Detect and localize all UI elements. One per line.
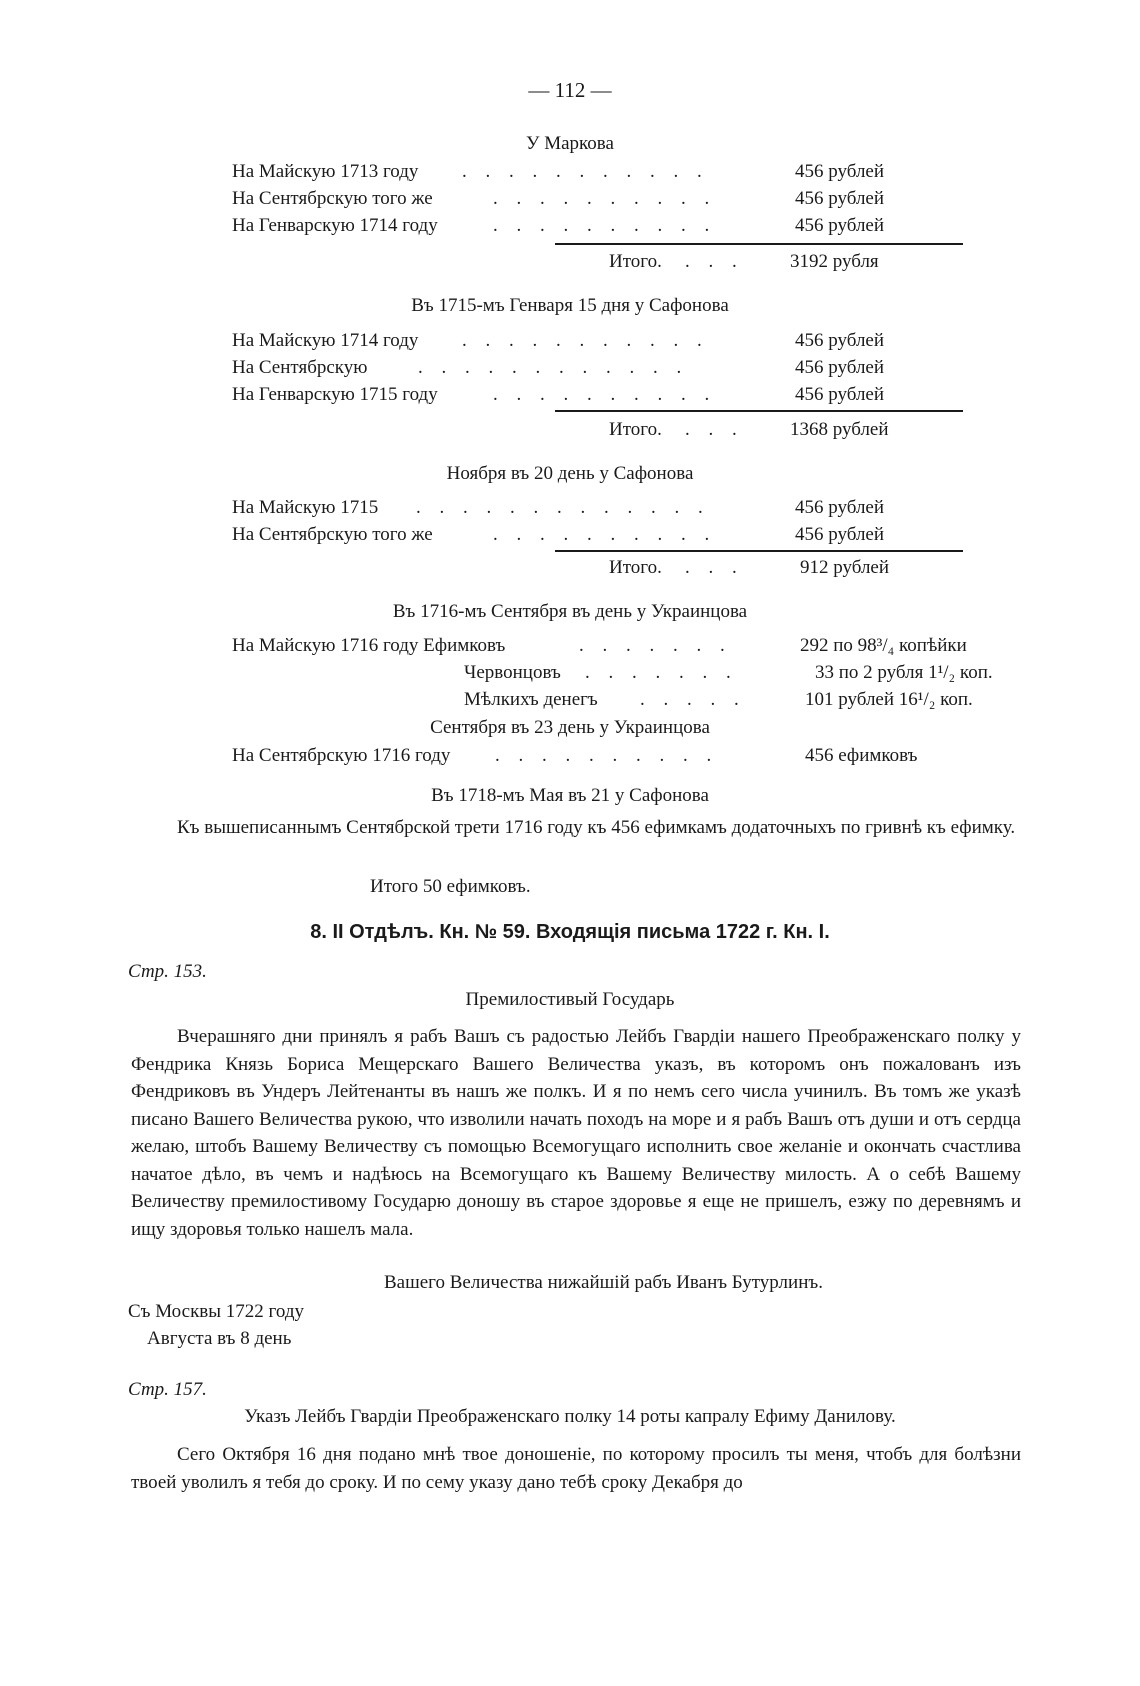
- letter-place: Съ Москвы 1722 году: [128, 1301, 304, 1322]
- row-label: На Сентябрскую того же: [232, 524, 433, 545]
- total-leader: . . .: [685, 419, 744, 440]
- row-amount: 456 рублей: [795, 497, 885, 518]
- row-amount: 456 рублей: [795, 330, 885, 351]
- section-paragraph: [131, 814, 1021, 842]
- row-amount: 456 рублей: [795, 161, 885, 182]
- row-leader: . . . . . . . . . . . .: [418, 357, 689, 378]
- row-leader: . . . . . . . . . . .: [462, 161, 709, 182]
- section-title: Ноября въ 20 день у Сафонова: [446, 463, 694, 484]
- total-amount: 912 рублей: [800, 557, 890, 578]
- row-leader: . . . . . . . . . .: [493, 188, 717, 209]
- row-amount: 456 рублей: [795, 524, 885, 545]
- total-leader: . . .: [685, 251, 744, 272]
- row-amount: 456 ефимковъ: [805, 745, 918, 766]
- row-label: На Сентябрскую: [232, 357, 368, 378]
- decree-title: Указъ Лейбъ Гвардіи Преображенскаго полку 14 роты капралу Ефиму Данилову.: [244, 1406, 896, 1427]
- total-leader: . . .: [685, 557, 744, 578]
- row-label: Червонцовъ: [464, 662, 561, 683]
- total-label: Итого.: [609, 251, 662, 272]
- row-amount: 456 рублей: [795, 357, 885, 378]
- row-amount: 456 рублей: [795, 384, 885, 405]
- total-label: Итого.: [609, 419, 662, 440]
- decree-body-text: Сего Октября 16 дня подано мнѣ твое доношеніе, по которому просилъ ты меня, чтобъ для болѣзни твоей уволилъ я тебя до сроку. И по сему указу дано тебѣ сроку Декабря до: [131, 1444, 1021, 1493]
- row-leader: . . . . . . . . . .: [493, 384, 717, 405]
- section-total: Итого 50 ефимковъ.: [370, 876, 531, 897]
- row-label: На Сентябрскую того же: [232, 188, 433, 209]
- row-amount: 456 рублей: [795, 188, 885, 209]
- salutation: Премилостивый Государь: [465, 989, 675, 1010]
- row-label: На Сентябрскую 1716 году: [232, 745, 451, 766]
- row-leader: . . . . . . . . . .: [493, 215, 717, 236]
- total-rule: [555, 243, 963, 245]
- letter-body: [131, 1023, 1021, 1243]
- row-leader: . . . . . . . . . .: [495, 745, 719, 766]
- total-rule: [555, 550, 963, 552]
- row-leader: . . . . . . .: [579, 635, 732, 656]
- row-leader: . . . . . . . . . .: [493, 524, 717, 545]
- row-amount: 33 по 2 рубля 1¹/₂ коп.: [815, 662, 993, 683]
- row-amount: 101 рублей 16¹/₂ коп.: [805, 689, 973, 710]
- row-label: Мѣлкихъ денегъ: [464, 689, 598, 710]
- row-amount: 456 рублей: [795, 215, 885, 236]
- section-title: Въ 1716-мъ Сентября въ день у Украинцова: [392, 601, 748, 622]
- total-rule: [555, 410, 963, 412]
- page-reference: Стр. 157.: [128, 1379, 207, 1400]
- letter-body-text: Вчерашняго дни принялъ я рабъ Вашъ съ радостью Лейбъ Гвардіи нашего Преображенскаго полку у Фендрика Князь Бориса Мещерскаго Вашего Величества указъ, въ которомъ онъ пожалованъ изъ Фендриковъ въ Ундеръ Лейтенанты въ нашъ же полкъ. И я по немъ сего числа учинилъ. Въ томъ же указѣ писано Вашего Величества рукою, что изволили начать походъ на море и я рабъ Вашъ отъ души и отъ сердца желаю, штобъ Вашему Величеству съ помощью Всемогущаго исполнить свое желаніе и окончать счастлива начатое дѣло, въ чемъ и надѣюсь на Всемогущаго къ Вашему Величеству милость. А о себѣ Вашему Величеству премилостивому Государю доношу въ старое здоровье я еще не пришелъ, езжу по деревнямъ и ищу здоровья только нашелъ мала.: [131, 1026, 1021, 1240]
- page-reference: Стр. 153.: [128, 961, 207, 982]
- row-leader: . . . . . . .: [585, 662, 738, 683]
- decree-body: [131, 1441, 1021, 1496]
- row-label: На Генварскую 1715 году: [232, 384, 438, 405]
- section-title: У Маркова: [526, 133, 614, 154]
- total-label: Итого.: [609, 557, 662, 578]
- document-heading: 8. II Отдѣлъ. Кн. № 59. Входящія письма 1722 г. Кн. I.: [310, 921, 830, 943]
- paragraph-text: Къ вышеписаннымъ Сентябрской трети 1716 году къ 456 ефимкамъ додаточныхъ по гривнѣ къ ефимку.: [177, 817, 1016, 838]
- row-amount: 292 по 98³/₄ копѣйки: [800, 635, 967, 656]
- page-number: — 112 —: [528, 78, 612, 102]
- total-amount: 3192 рубля: [790, 251, 879, 272]
- row-leader: . . . . . . . . . . . . .: [416, 497, 710, 518]
- letter-date: Августа въ 8 день: [147, 1328, 292, 1349]
- row-label: На Майскую 1713 году: [232, 161, 419, 182]
- row-label: На Генварскую 1714 году: [232, 215, 438, 236]
- letter-signature: Вашего Величества нижайшій рабъ Иванъ Бутурлинъ.: [384, 1272, 823, 1293]
- row-label: На Майскую 1716 году Ефимковъ: [232, 635, 506, 656]
- section-subtitle: Сентября въ 23 день у Украинцова: [430, 717, 710, 738]
- total-amount: 1368 рублей: [790, 419, 889, 440]
- row-leader: . . . . . . . . . . .: [462, 330, 709, 351]
- section-title: Въ 1718-мъ Мая въ 21 у Сафонова: [431, 785, 709, 806]
- row-label: На Майскую 1714 году: [232, 330, 419, 351]
- row-leader: . . . . .: [640, 689, 746, 710]
- section-title: Въ 1715-мъ Генваря 15 дня у Сафонова: [411, 295, 729, 316]
- row-label: На Майскую 1715: [232, 497, 379, 518]
